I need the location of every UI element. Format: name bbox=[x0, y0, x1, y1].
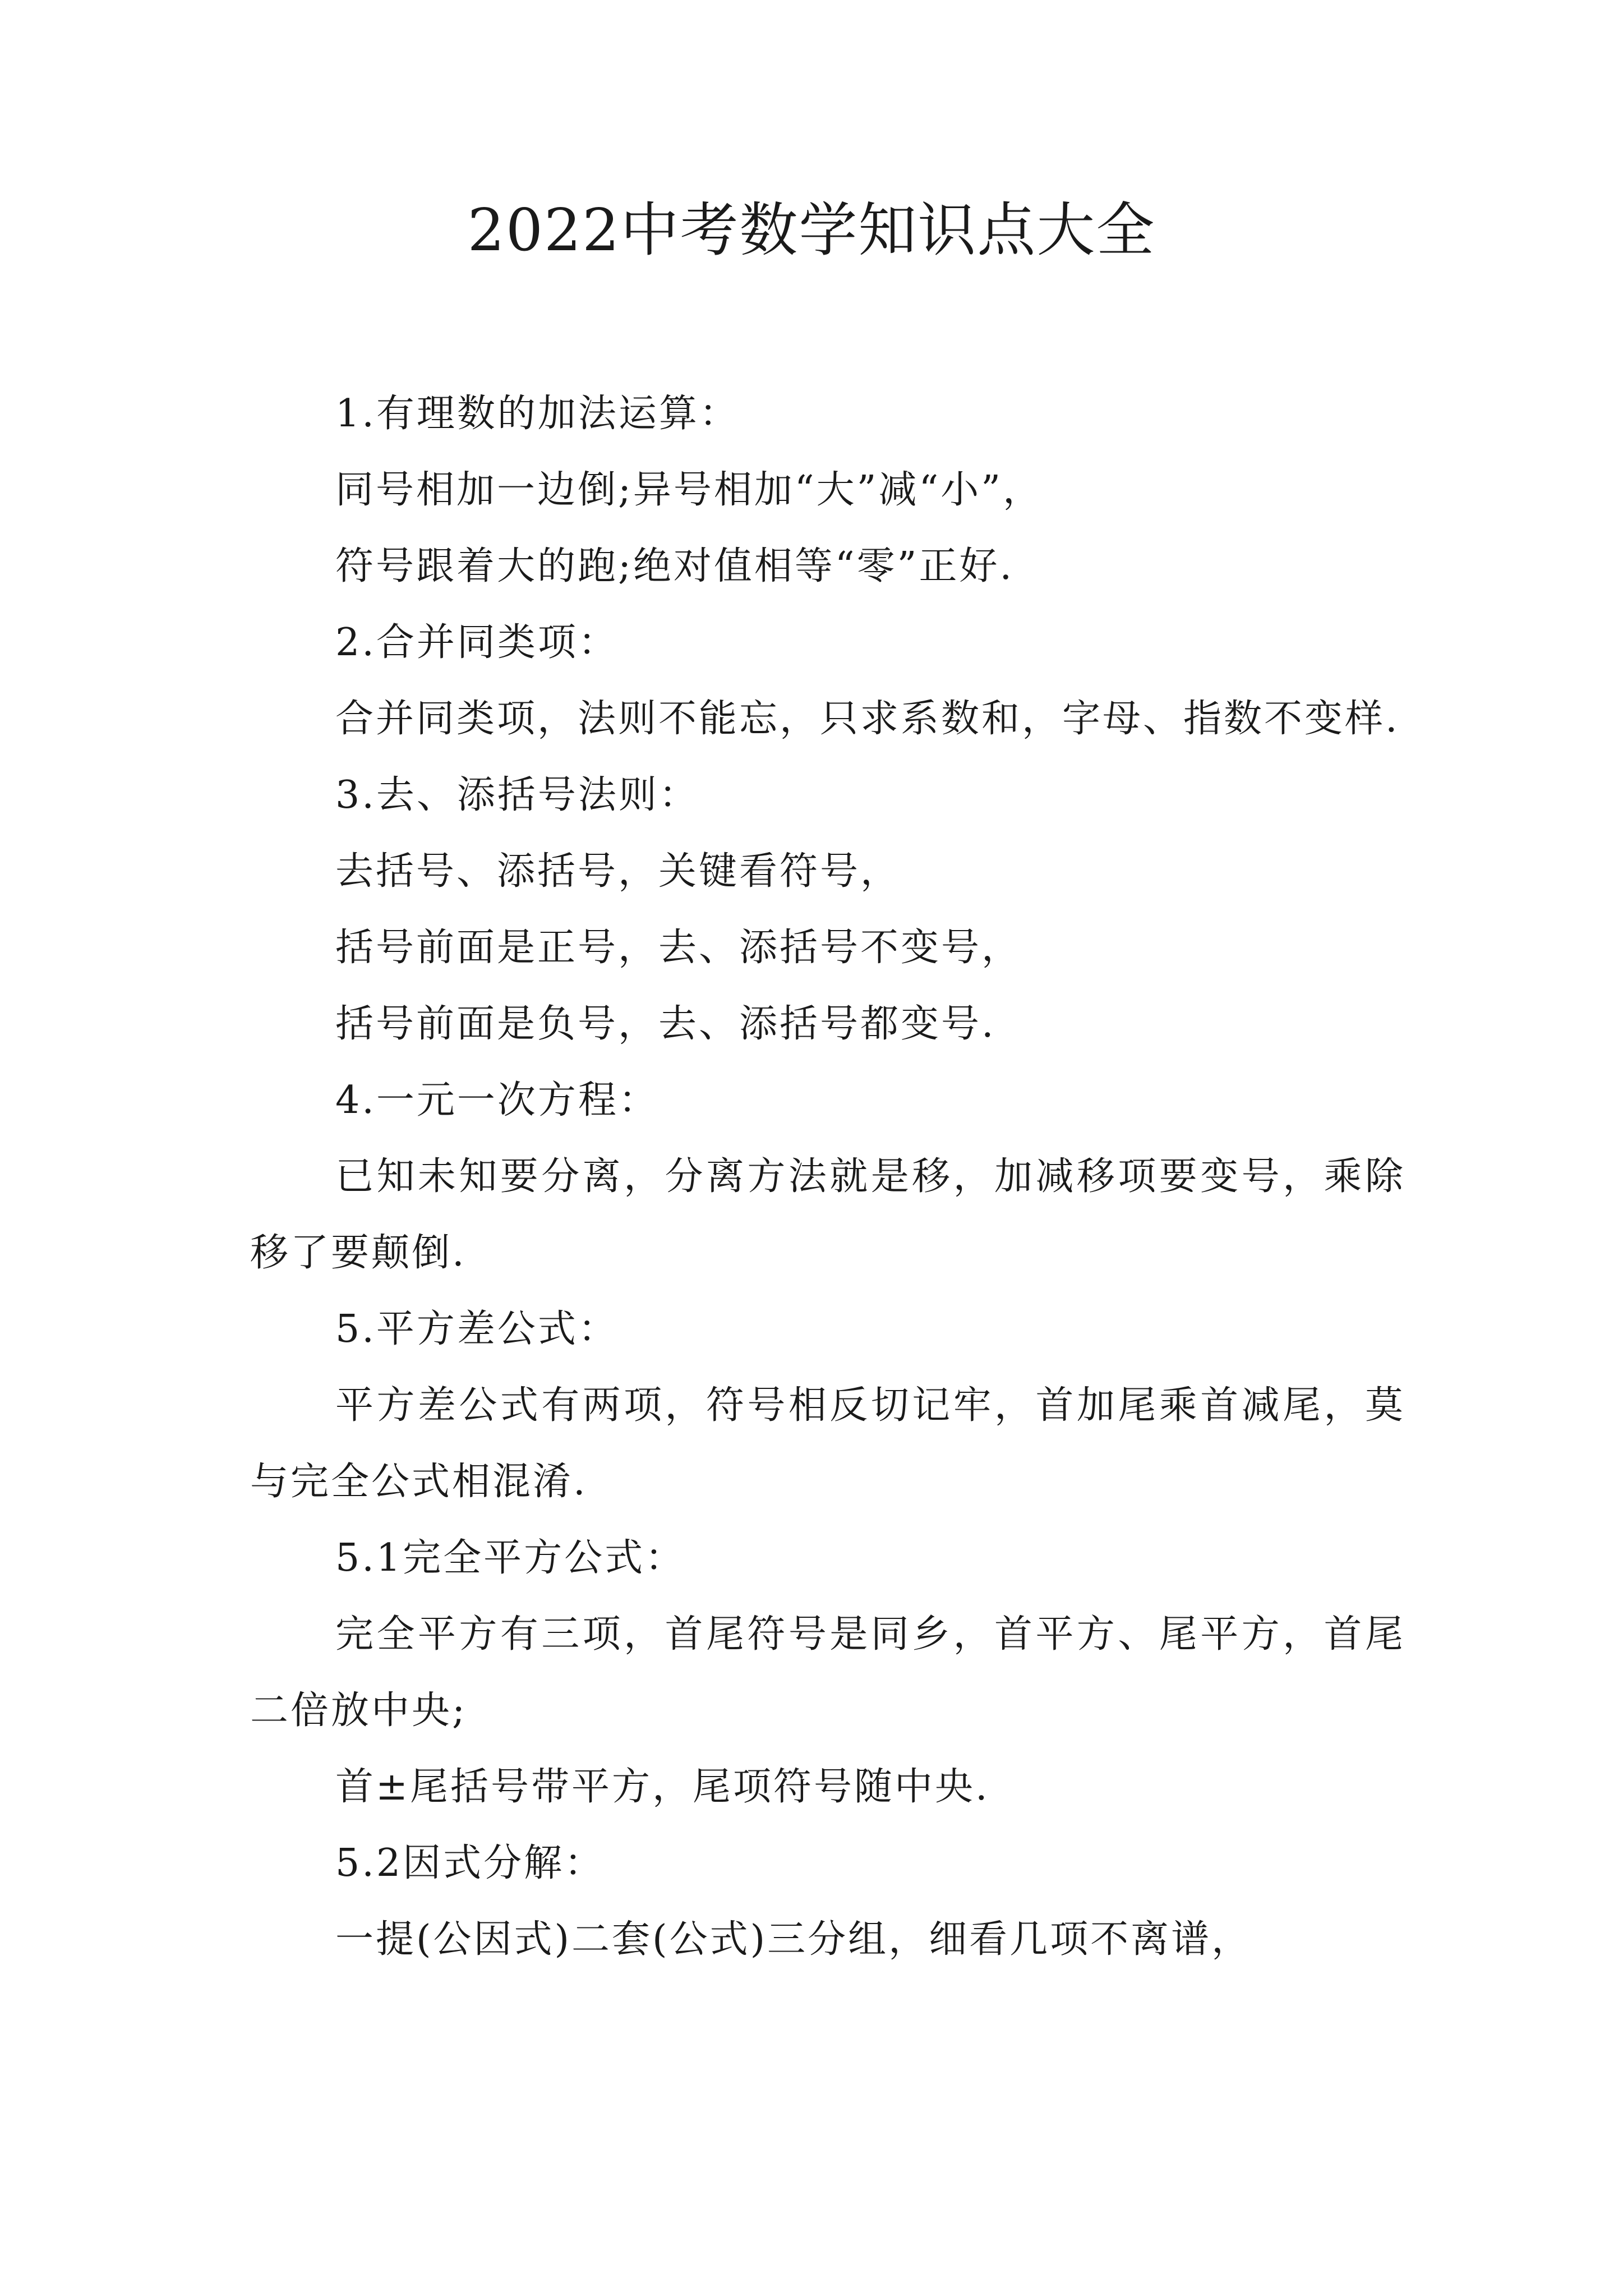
paragraph: 4.一元一次方程： bbox=[335, 1078, 659, 1122]
paragraph: 3.去、添括号法则： bbox=[335, 773, 699, 817]
paragraph: 合并同类项，法则不能忘，只求系数和，字母、指数不变样. bbox=[335, 697, 1400, 741]
paragraph: 5.平方差公式： bbox=[335, 1307, 619, 1351]
paragraph: 已知未知要分离，分离方法就是移，加减移项要变号，乘除移了要颠倒. bbox=[250, 1154, 1405, 1275]
paragraph: 2.合并同类项： bbox=[335, 620, 619, 665]
document-title: 2022中考数学知识点大全 bbox=[467, 196, 1156, 264]
paragraph: 同号相加一边倒;异号相加“大”减“小”， bbox=[335, 468, 1043, 512]
paragraph: 一提(公因式)二套(公式)三分组，细看几项不离谱， bbox=[335, 1917, 1252, 1962]
paragraph: 完全平方有三项，首尾符号是同乡，首平方、尾平方，首尾二倍放中央; bbox=[250, 1612, 1405, 1733]
paragraph: 5.2因式分解： bbox=[335, 1841, 605, 1885]
paragraph: 5.1完全平方公式： bbox=[335, 1536, 686, 1580]
paragraph: 去括号、添括号，关键看符号， bbox=[335, 849, 901, 894]
document-body bbox=[250, 376, 1405, 1978]
paragraph: 符号跟着大的跑;绝对值相等“零”正好. bbox=[335, 544, 1015, 588]
paragraph: 括号前面是正号，去、添括号不变号， bbox=[335, 926, 1022, 970]
paragraph: 首±尾括号带平方，尾项符号随中央. bbox=[335, 1765, 990, 1809]
paragraph: 括号前面是负号，去、添括号都变号. bbox=[335, 1002, 996, 1046]
paragraph: 平方差公式有两项，符号相反切记牢，首加尾乘首减尾，莫与完全公式相混淆. bbox=[250, 1383, 1405, 1504]
paragraph: 1.有理数的加法运算： bbox=[335, 392, 740, 436]
